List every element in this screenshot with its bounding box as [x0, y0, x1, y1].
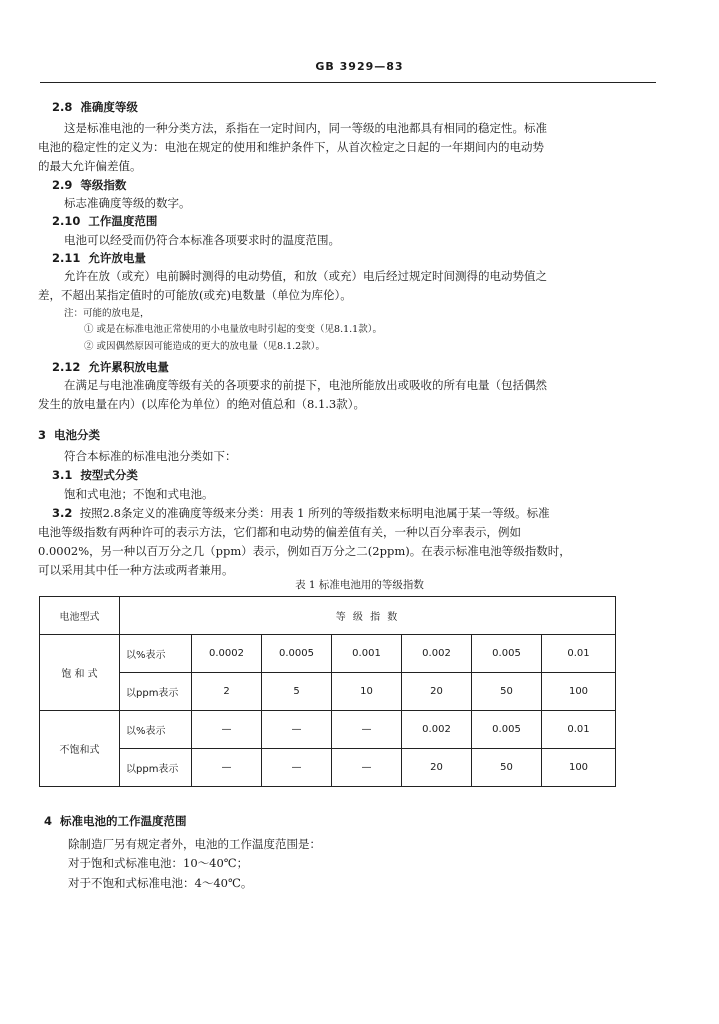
- header-cell-cell-type: 电池型式: [40, 597, 120, 635]
- section-3-2-paragraph: [52, 506, 550, 520]
- paragraph-line: 可以采用其中任一种方法或两者兼用。: [38, 563, 234, 577]
- row-label: 以ppm表示: [120, 673, 192, 711]
- paragraph-text: 按照2.8条定义的准确度等级来分类：用表 1 所列的等级指数来标明电池属于某一等级。标准: [79, 506, 550, 520]
- page-header-standard-number: GB 3929—83: [315, 60, 404, 73]
- paragraph-line: 这是标准电池的一种分类方法，系指在一定时间内，同一等级的电池都具有相同的稳定性。标准: [64, 121, 547, 135]
- section-2-10-heading: [52, 214, 157, 228]
- row-group-cell-type: 不饱和式: [40, 711, 120, 787]
- row-label: 以%表示: [120, 711, 192, 749]
- table-cell: 20: [402, 749, 472, 787]
- section-title: 准确度等级: [80, 100, 138, 114]
- table-cell: —: [262, 749, 332, 787]
- table-cell: —: [192, 749, 262, 787]
- table-cell: 10: [332, 673, 402, 711]
- note-item: ① 或是在标准电池正常使用的小电量放电时引起的变变（见8.1.1款）。: [84, 324, 382, 335]
- section-title: 允许累积放电量: [88, 360, 169, 374]
- paragraph-line: 标志准确度等级的数字。: [64, 196, 191, 210]
- table-row: [40, 635, 616, 673]
- table-cell: 0.0005: [262, 635, 332, 673]
- table-row: [40, 749, 616, 787]
- table-cell: 50: [472, 749, 542, 787]
- section-title: 标准电池的工作温度范围: [60, 814, 187, 828]
- note-item: ② 或因偶然原因可能造成的更大的放电量（见8.1.2款）。: [84, 341, 325, 352]
- section-number: 2.10: [52, 214, 81, 228]
- table-cell: 100: [542, 673, 616, 711]
- table-cell: 0.01: [542, 711, 616, 749]
- section-number: 3.1: [52, 468, 73, 482]
- table-cell: 0.01: [542, 635, 616, 673]
- paragraph-line: 饱和式电池；不饱和式电池。: [64, 487, 214, 501]
- paragraph-line: 符合本标准的标准电池分类如下：: [64, 449, 237, 463]
- paragraph-line: 对于饱和式标准电池：10～40℃；: [68, 856, 249, 870]
- section-number: 4: [44, 814, 53, 828]
- table-cell: 0.005: [472, 635, 542, 673]
- paragraph-line: 除制造厂另有规定者外，电池的工作温度范围是：: [68, 837, 321, 851]
- paragraph-line: 电池可以经受而仍符合本标准各项要求时的温度范围。: [64, 233, 340, 247]
- paragraph-line: 发生的放电量在内）(以库伦为单位）的绝对值总和（8.1.3款）。: [38, 397, 365, 411]
- header-rule: [40, 82, 656, 83]
- section-title: 工作温度范围: [88, 214, 158, 228]
- table-cell: 20: [402, 673, 472, 711]
- section-4-heading: [44, 814, 187, 828]
- table-cell: 0.0002: [192, 635, 262, 673]
- table-row: [40, 673, 616, 711]
- table-cell: 100: [542, 749, 616, 787]
- table-cell: 0.005: [472, 711, 542, 749]
- paragraph-line: 电池等级指数有两种许可的表示方法，它们都和电动势的偏差值有关，一种以百分率表示，例如: [38, 525, 521, 539]
- paragraph-line: 对于不饱和式标准电池：4～40℃。: [68, 876, 253, 890]
- paragraph-line: 的最大允许偏差值。: [38, 159, 142, 173]
- section-3-heading: [38, 428, 100, 442]
- table-cell: —: [262, 711, 332, 749]
- row-label: 以%表示: [120, 635, 192, 673]
- header-cell-grade-index: 等 级 指 数: [120, 597, 616, 635]
- paragraph-line: 差，不超出某指定值时的可能放(或充)电数量（单位为库伦）。: [38, 288, 352, 302]
- section-3-1-heading: [52, 468, 138, 482]
- section-number: 2.11: [52, 251, 81, 265]
- section-2-8-heading: [52, 100, 138, 114]
- row-label: 以ppm表示: [120, 749, 192, 787]
- section-2-9-heading: [52, 178, 126, 192]
- section-title: 等级指数: [80, 178, 127, 192]
- table-cell: 50: [472, 673, 542, 711]
- section-title: 电池分类: [54, 428, 101, 442]
- section-number: 3.2: [52, 506, 73, 520]
- section-number: 2.9: [52, 178, 73, 192]
- table-caption: 表 1 标准电池用的等级指数: [295, 579, 424, 591]
- row-group-cell-type: 饱 和 式: [40, 635, 120, 711]
- section-title: 按型式分类: [80, 468, 138, 482]
- table-cell: 0.002: [402, 635, 472, 673]
- section-number: 2.12: [52, 360, 81, 374]
- paragraph-line: 电池的稳定性的定义为：电池在规定的使用和维护条件下，从首次检定之日起的一年期间内的电动势: [38, 140, 544, 154]
- table-row: [40, 711, 616, 749]
- table-cell: —: [192, 711, 262, 749]
- table-cell: 2: [192, 673, 262, 711]
- section-2-12-heading: [52, 360, 169, 374]
- table-cell: 5: [262, 673, 332, 711]
- section-number: 3: [38, 428, 47, 442]
- section-title: 允许放电量: [88, 251, 146, 265]
- paragraph-line: 0.0002%，另一种以百万分之几（ppm）表示，例如百万分之二(2ppm)。在表示标准电池等级指数时，: [38, 544, 571, 558]
- table-cell: 0.001: [332, 635, 402, 673]
- note-label: 注：可能的放电是，: [64, 308, 150, 319]
- table-header-row: [40, 597, 616, 635]
- table-cell: 0.002: [402, 711, 472, 749]
- table-cell: —: [332, 749, 402, 787]
- section-2-11-heading: [52, 251, 146, 265]
- table-cell: —: [332, 711, 402, 749]
- paragraph-line: 允许在放（或充）电前瞬时测得的电动势值，和放（或充）电后经过规定时间测得的电动势值之: [64, 269, 547, 283]
- grade-index-table: [39, 596, 616, 787]
- section-number: 2.8: [52, 100, 73, 114]
- paragraph-line: 在满足与电池准确度等级有关的各项要求的前提下，电池所能放出或吸收的所有电量（包括偶然: [64, 378, 547, 392]
